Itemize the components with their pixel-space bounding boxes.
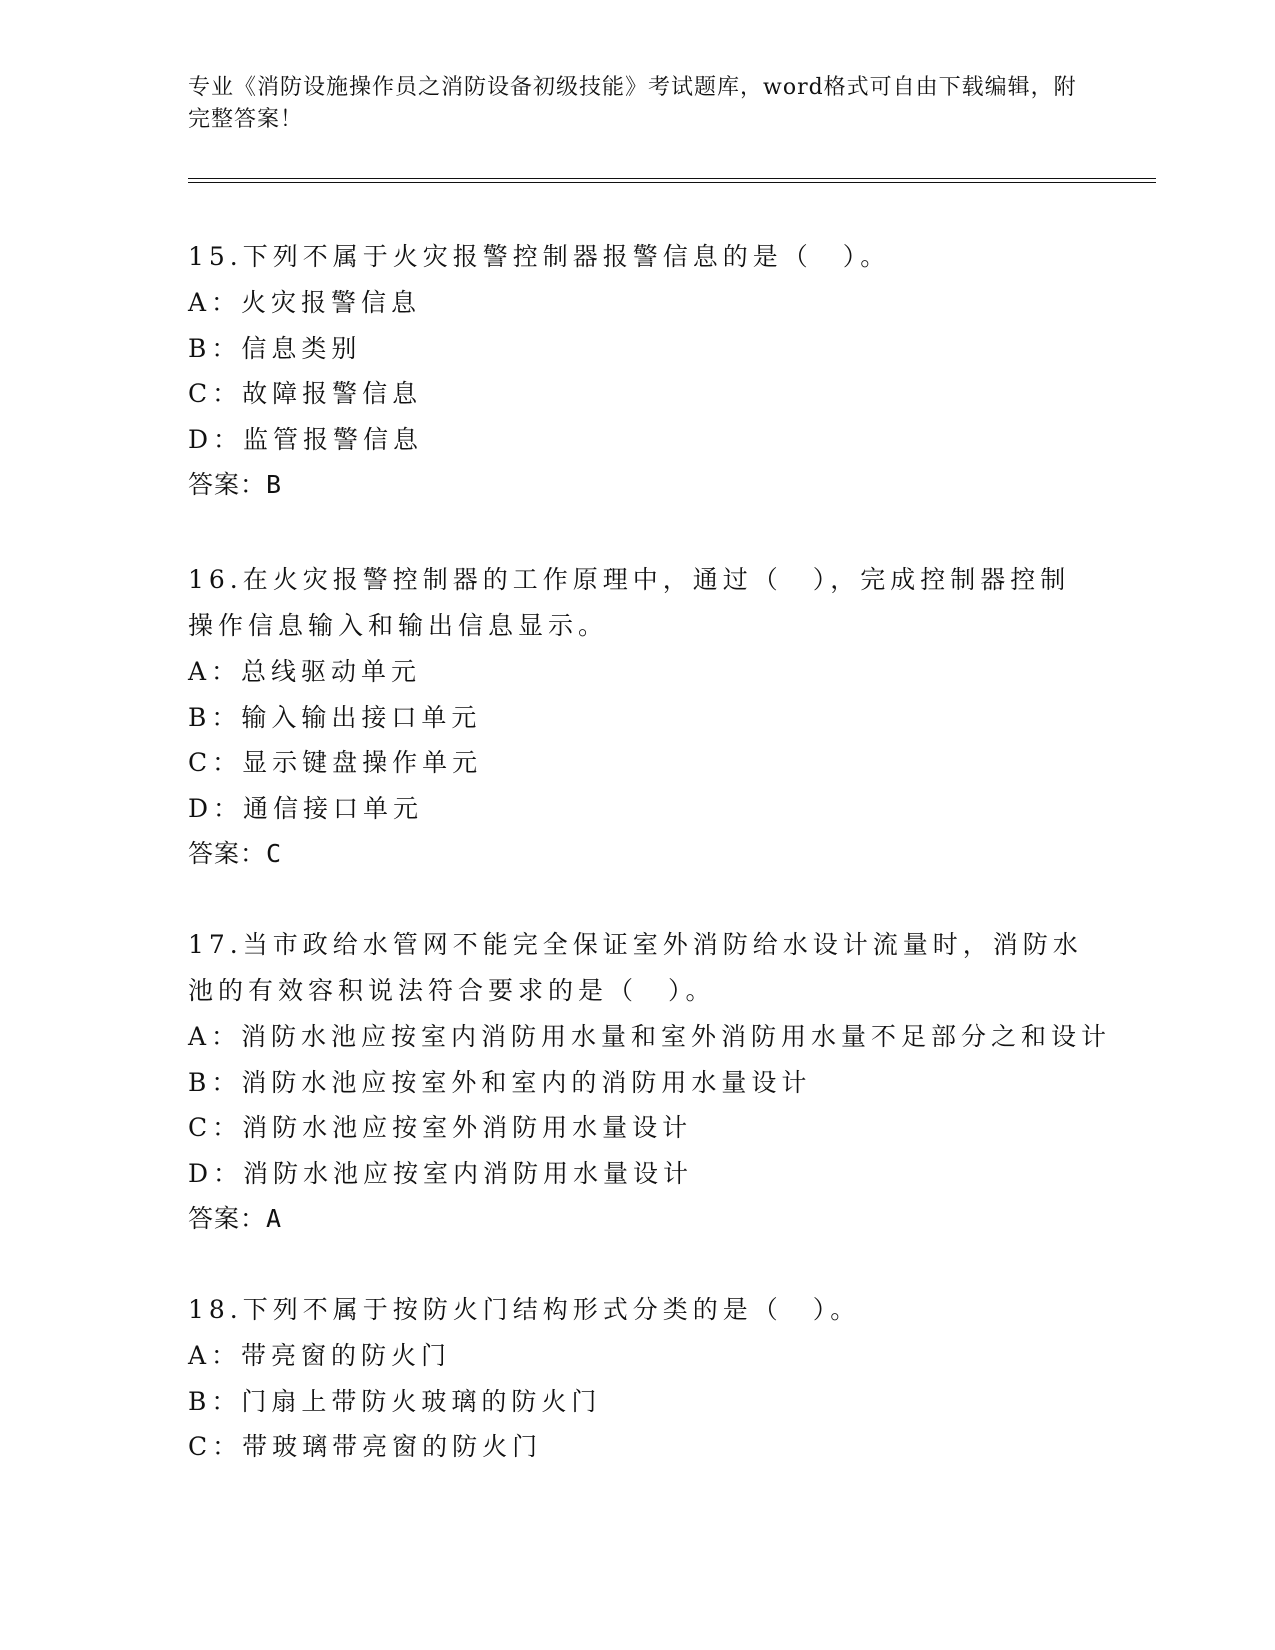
option-c: C：故障报警信息 — [188, 379, 423, 408]
question-stem: 16.在火灾报警控制器的工作原理中，通过（ ），完成控制器控制操作信息输入和输出信息显示。 — [188, 565, 1071, 640]
option-d: D：通信接口单元 — [188, 793, 424, 823]
answer-label: 答案： — [188, 470, 267, 499]
question-stem: 17.当市政给水管网不能完全保证室外消防给水设计流量时，消防水池的有效容积说法符合要求的是（ ）。 — [188, 930, 1083, 1005]
answer-value: B — [266, 470, 283, 499]
answer-line — [188, 462, 1088, 508]
header-divider-top — [188, 178, 1156, 179]
option-b: B：输入输出接口单元 — [188, 702, 482, 732]
option-b: B：消防水池应按室外和室内的消防用水量设计 — [188, 1067, 812, 1097]
option-b: B：门扇上带防火玻璃的防火门 — [188, 1386, 602, 1416]
document-header: 专业《消防设施操作员之消防设备初级技能》考试题库，word格式可自由下载编辑，附完整答案！ — [188, 75, 1077, 132]
answer-label: 答案： — [188, 1204, 267, 1233]
answer-value: A — [266, 1204, 283, 1233]
option-c: C：带玻璃带亮窗的防火门 — [188, 1432, 543, 1461]
question-15 — [188, 234, 1088, 508]
header-divider-bottom — [188, 182, 1156, 183]
option-c: C：显示键盘操作单元 — [188, 748, 483, 777]
option-d: D：监管报警信息 — [188, 424, 424, 454]
option-c: C：消防水池应按室外消防用水量设计 — [188, 1113, 693, 1142]
question-stem: 15.下列不属于火灾报警控制器报警信息的是（ ）。 — [188, 242, 891, 271]
question-stem: 18.下列不属于按防火门结构形式分类的是（ ）。 — [188, 1295, 861, 1324]
answer-line — [188, 1196, 1088, 1242]
question-16 — [188, 557, 1088, 877]
option-a: A：火灾报警信息 — [188, 288, 422, 317]
answer-label: 答案： — [188, 839, 267, 868]
option-a: A：消防水池应按室内消防用水量和室外消防用水量不足部分之和设计 — [188, 1022, 1112, 1051]
option-a: A：带亮窗的防火门 — [188, 1341, 452, 1370]
answer-line — [188, 831, 1088, 877]
question-18 — [188, 1287, 1088, 1470]
answer-value: C — [266, 839, 283, 868]
option-b: B：信息类别 — [188, 333, 362, 363]
question-17 — [188, 922, 1112, 1242]
option-d: D：消防水池应按室内消防用水量设计 — [188, 1158, 694, 1188]
option-a: A：总线驱动单元 — [188, 657, 422, 686]
